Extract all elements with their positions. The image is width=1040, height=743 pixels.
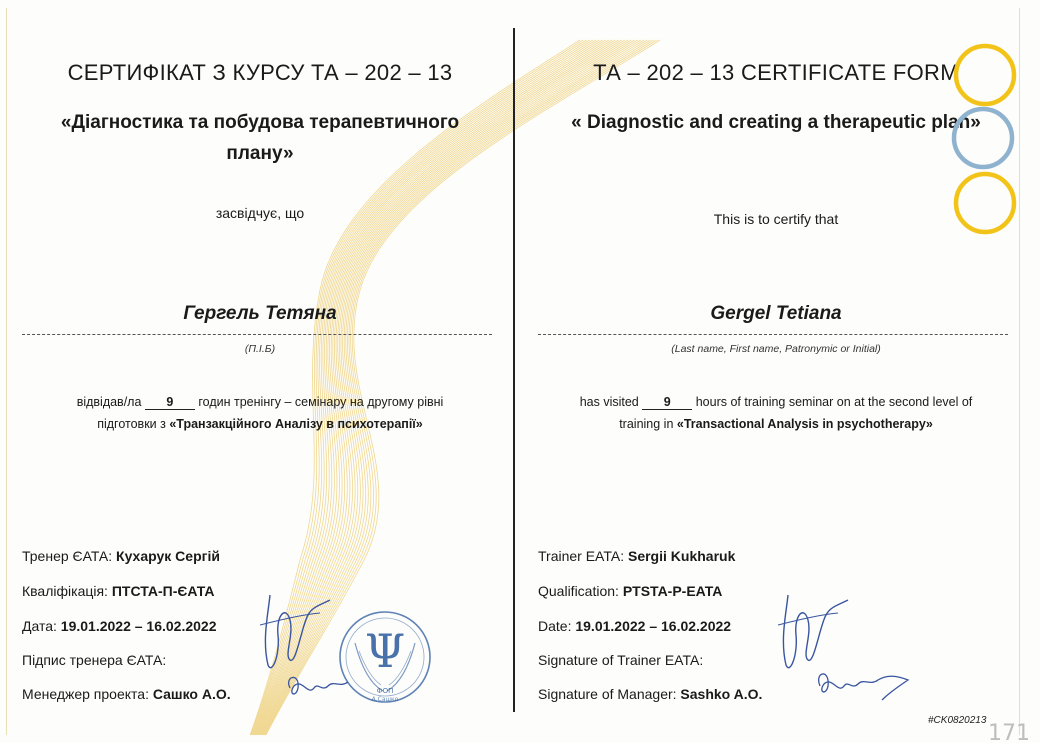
ua-manager-value: Сашко А.О.	[152, 686, 231, 702]
ua-certificate-title: СЕРТИФІКАТ З КУРСУ ТА – 202 – 13	[67, 60, 453, 85]
ua-manager-row	[22, 686, 231, 702]
ua-date-row	[22, 618, 216, 634]
en-visit-statement	[538, 391, 1014, 435]
ua-course-line-1: «Діагностика та побудова терапевтичного	[60, 112, 460, 133]
decorative-rings	[940, 40, 1040, 240]
ua-manager-label: Менеджер проекта:	[22, 686, 149, 702]
ua-certify-text: засвідчує, що	[215, 205, 305, 221]
ua-date-label: Дата:	[22, 618, 57, 634]
en-name-hint: (Last name, First name, Patronymic or Initial)	[671, 343, 881, 355]
en-course-line-1: « Diagnostic and creating a therapeutic plan»	[571, 112, 981, 133]
ua-signature-row	[22, 652, 166, 668]
en-manager-row	[538, 686, 762, 702]
en-date-label: Date:	[538, 618, 572, 634]
ua-program-name: «Транзакційного Аналізу в психотерапії»	[169, 417, 423, 431]
ua-recipient-name: Гергель Тетяна	[183, 303, 337, 324]
en-manager-label: Signature of Manager:	[538, 686, 677, 702]
ring-top	[956, 46, 1014, 104]
en-program-name: «Transactional Analysis in psychotherapy»	[676, 417, 933, 431]
en-signature-label: Signature of Trainer EATA:	[538, 652, 704, 668]
en-signature-row	[538, 652, 703, 668]
ua-hours-value: 9	[145, 395, 195, 410]
ua-qualification-row	[22, 583, 215, 599]
ua-name-dashed-line	[22, 334, 492, 335]
en-trainer-row	[538, 548, 735, 564]
ua-name-hint: (П.І.Б)	[244, 343, 276, 355]
stamp-text-1: ФОП	[376, 687, 394, 695]
en-trainer-value: Sergii Kukharuk	[627, 548, 736, 564]
ua-visit-prefix: відвідав/ла	[76, 395, 142, 409]
en-name-dashed-line	[538, 334, 1008, 335]
ring-middle	[954, 109, 1012, 167]
en-qualification-value: PTSTA-P-EATA	[622, 583, 723, 599]
en-manager-value: Sashko A.O.	[680, 686, 763, 702]
en-certificate-title: ТА – 202 – 13 CERTIFICATE FORM	[593, 60, 959, 85]
ua-qualification-label: Кваліфікація:	[22, 583, 108, 599]
ua-date-value: 19.01.2022 – 16.02.2022	[60, 618, 217, 634]
ua-visit-middle: годин тренінгу – семінару на другому рівні	[198, 395, 444, 409]
ua-course-line-2: плану»	[226, 143, 294, 164]
page-number-badge: 171	[988, 721, 1030, 743]
stamp-text-2: А.Сашко	[371, 696, 399, 703]
en-date-value: 19.01.2022 – 16.02.2022	[575, 618, 732, 634]
ua-qualification-value: ПТСТА-П-ЄАТА	[111, 583, 215, 599]
certificate-code: #CK0820213	[928, 715, 987, 726]
ua-course-title	[22, 107, 498, 169]
ring-bottom	[956, 174, 1014, 232]
en-trainer-label: Trainer EATA:	[538, 548, 625, 564]
stamp-psi-symbol: Ψ	[364, 624, 406, 678]
en-visit-prefix: has visited	[579, 395, 639, 409]
ua-manager-signature	[282, 668, 352, 708]
en-certify-text: This is to certify that	[713, 211, 839, 227]
ua-trainer-value: Кухарук Сергій	[116, 548, 220, 564]
ua-trainer-label: Тренер ЄАТА:	[22, 548, 113, 564]
en-visit-middle: hours of training seminar on at the second level of	[695, 395, 973, 409]
ua-visit-line2-prefix: підготовки з	[97, 417, 166, 431]
en-visit-line2-prefix: training in	[619, 417, 674, 431]
en-manager-signature	[812, 664, 912, 706]
ua-signature-label: Підпис тренера ЄАТА:	[22, 652, 167, 668]
en-recipient-name: Gergel Tetiana	[710, 303, 842, 324]
ua-visit-statement	[22, 391, 498, 435]
en-qualification-row	[538, 583, 722, 599]
center-divider	[513, 28, 515, 712]
en-hours-value: 9	[642, 395, 692, 410]
ua-trainer-signature	[250, 585, 340, 680]
en-qualification-label: Qualification:	[538, 583, 619, 599]
en-date-row	[538, 618, 731, 634]
ua-trainer-row	[22, 548, 220, 564]
